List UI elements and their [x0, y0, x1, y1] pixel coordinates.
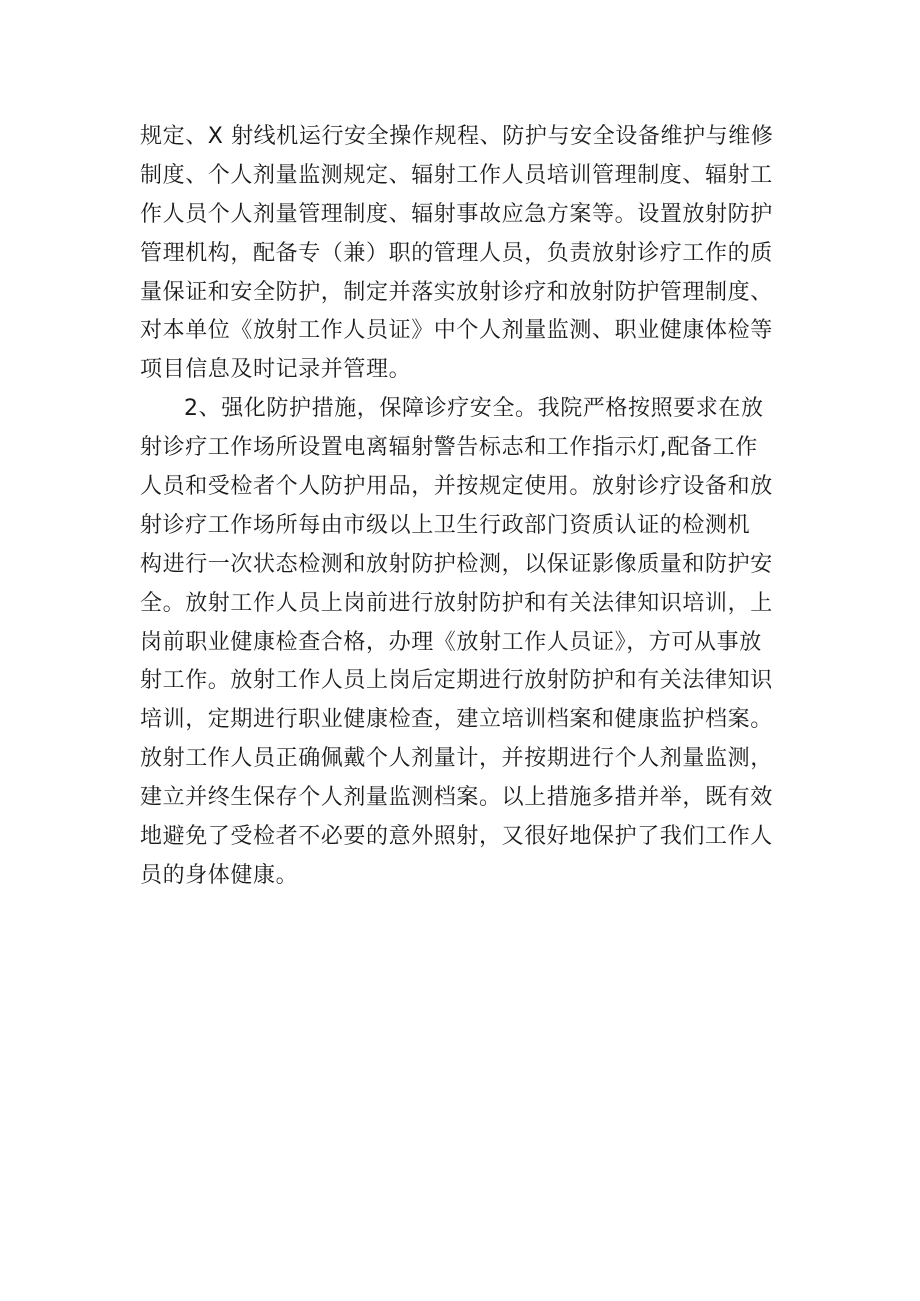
- text-line: 岗前职业健康检查合格，办理《放射工作人员证》，方可从事放: [140, 629, 762, 655]
- text-line: 项目信息及时记录并管理。: [140, 357, 412, 383]
- text-line: 作人员个人剂量管理制度、辐射事故应急方案等。设置放射防护: [140, 201, 773, 227]
- text-line: 地避免了受检者不必要的意外照射，又很好地保护了我们工作人: [140, 824, 773, 850]
- text-line: 建立并终生保存个人剂量监测档案。以上措施多措并举，既有效: [140, 785, 773, 811]
- text-line: 全。放射工作人员上岗前进行放射防护和有关法律知识培训，上: [140, 590, 773, 616]
- text-line: 2、强化防护措施，保障诊疗安全。我院严格按照要求在放: [184, 396, 764, 422]
- text-line: 射诊疗工作场所设置电离辐射警告标志和工作指示灯,配备工作: [140, 435, 758, 461]
- text-line: 培训，定期进行职业健康检查，建立培训档案和健康监护档案。: [140, 707, 773, 733]
- text-line: 制度、个人剂量监测规定、辐射工作人员培训管理制度、辐射工: [140, 162, 773, 188]
- text-line: 放射工作人员正确佩戴个人剂量计，并按期进行个人剂量监测，: [140, 746, 773, 772]
- text-line: 规定、X 射线机运行安全操作规程、防护与安全设备维护与维修: [140, 124, 774, 149]
- text-line: 对本单位《放射工作人员证》中个人剂量监测、职业健康体检等: [140, 318, 773, 344]
- text-line: 量保证和安全防护，制定并落实放射诊疗和放射防护管理制度、: [140, 279, 773, 305]
- text-line: 射工作。放射工作人员上岗后定期进行放射防护和有关法律知识: [140, 668, 773, 694]
- document-body: [140, 118, 800, 896]
- paragraph-protection-measures: [140, 390, 800, 896]
- text-line: 人员和受检者个人防护用品，并按规定使用。放射诊疗设备和放: [140, 474, 773, 500]
- paragraph-regulations: [140, 118, 800, 390]
- text-line: 管理机构，配备专（兼）职的管理人员，负责放射诊疗工作的质: [140, 240, 773, 266]
- text-line: 员的身体健康。: [140, 862, 299, 888]
- text-line: 射诊疗工作场所每由市级以上卫生行政部门资质认证的检测机: [140, 512, 751, 538]
- text-line: 构进行一次状态检测和放射防护检测，以保证影像质量和防护安: [140, 551, 773, 577]
